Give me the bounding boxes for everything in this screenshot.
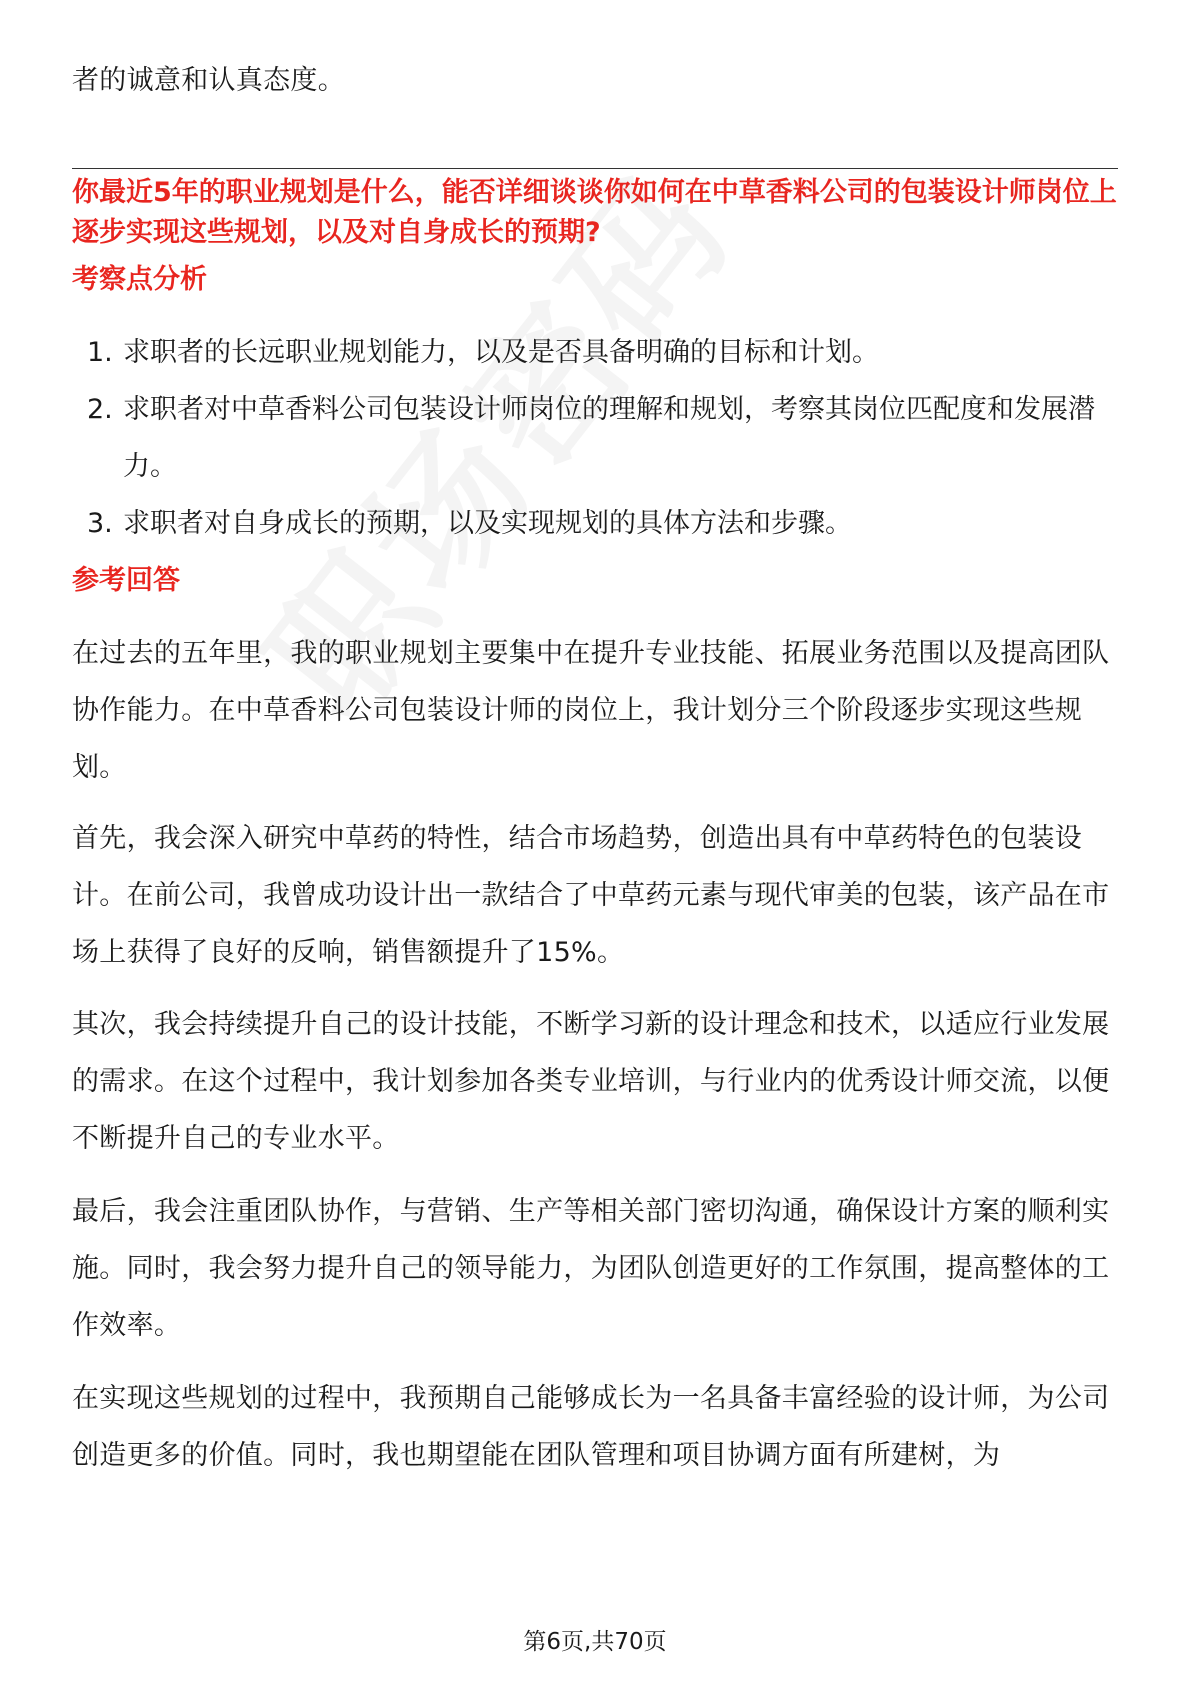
- list-number: 2.: [87, 394, 113, 425]
- answer-paragraph: 其次，我会持续提升自己的设计技能，不断学习新的设计理念和技术，以适应行业发展的需求。在这个过程中，我计划参加各类专业培训，与行业内的优秀设计师交流，以便不断提升自己的专业水平。: [72, 1009, 1110, 1154]
- answer-paragraph-block: [72, 625, 1118, 796]
- document-page: [72, 0, 1118, 1684]
- answer-paragraph: 在实现这些规划的过程中，我预期自己能够成长为一名具备丰富经验的设计师，为公司创造更多的价值。同时，我也期望能在团队管理和项目协调方面有所建树，为: [72, 1383, 1110, 1471]
- answer-heading-block: [72, 561, 1118, 601]
- answer-paragraph-block: [72, 996, 1118, 1167]
- top-paragraph: 者的诚意和认真态度。: [72, 65, 345, 96]
- list-text: 求职者对自身成长的预期，以及实现规划的具体方法和步骤。: [123, 508, 852, 539]
- continued-text: [72, 52, 1118, 109]
- list-text: 求职者对中草香料公司包装设计师岗位的理解和规划，考察其岗位匹配度和发展潜力。: [123, 394, 1095, 482]
- question-heading: 你最近5年的职业规划是什么，能否详细谈谈你如何在中草香料公司的包装设计师岗位上逐步实现这些规划，以及对自身成长的预期?: [72, 177, 1117, 248]
- list-item: [72, 324, 1118, 381]
- list-number: 3.: [87, 508, 113, 539]
- answer-paragraph: 在过去的五年里，我的职业规划主要集中在提升专业技能、拓展业务范围以及提高团队协作能力。在中草香料公司包装设计师的岗位上，我计划分三个阶段逐步实现这些规划。: [72, 638, 1110, 783]
- answer-paragraph: 首先，我会深入研究中草药的特性，结合市场趋势，创造出具有中草药特色的包装设计。在前公司，我曾成功设计出一款结合了中草药元素与现代审美的包装，该产品在市场上获得了良好的反响，销售额提升了15%。: [72, 823, 1110, 968]
- answer-title: 参考回答: [72, 565, 180, 596]
- answer-paragraph: 最后，我会注重团队协作，与营销、生产等相关部门密切沟通，确保设计方案的顺利实施。同时，我会努力提升自己的领导能力，为团队创造更好的工作氛围，提高整体的工作效率。: [72, 1196, 1110, 1341]
- answer-paragraph-block: [72, 1370, 1118, 1484]
- list-text: 求职者的长远职业规划能力，以及是否具备明确的目标和计划。: [123, 337, 879, 368]
- section-divider: [72, 168, 1118, 169]
- analysis-list-block: [72, 324, 1118, 552]
- list-item: [72, 381, 1118, 495]
- question-block: [72, 173, 1118, 253]
- analysis-heading-block: [72, 260, 1118, 300]
- page-number: 第6页,共70页: [523, 1629, 667, 1655]
- answer-paragraph-block: [72, 1183, 1118, 1354]
- analysis-list: [72, 324, 1118, 552]
- list-item: [72, 495, 1118, 552]
- list-number: 1.: [87, 337, 113, 368]
- analysis-title: 考察点分析: [72, 264, 207, 295]
- answer-paragraph-block: [72, 810, 1118, 981]
